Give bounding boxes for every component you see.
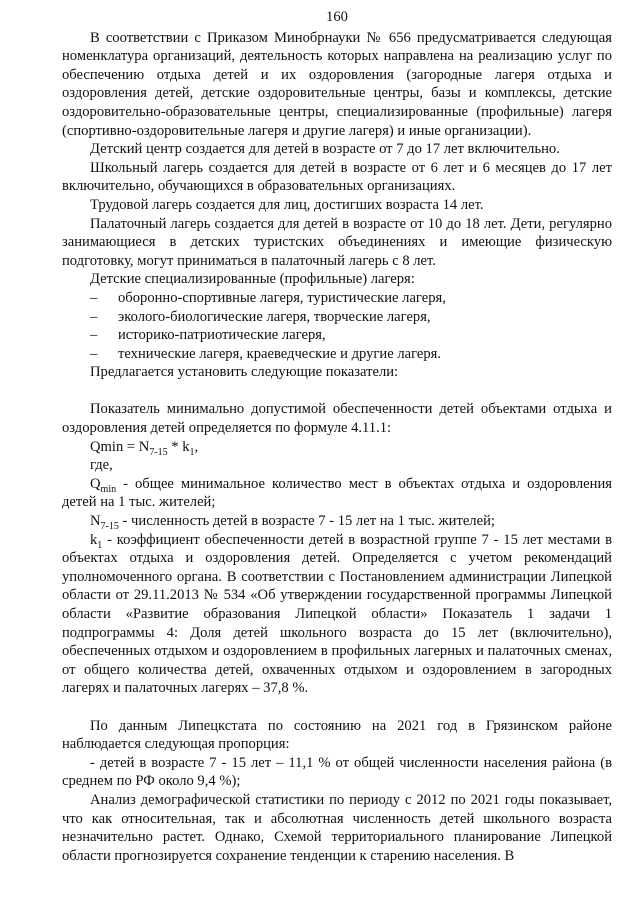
list-dash: –: [90, 308, 98, 325]
paragraph-school-camp: Школьный лагерь создается для детей в возрасте от 6 лет и 6 месяцев до 17 лет включительно, обучающихся в образовательных организациях.: [62, 159, 612, 195]
definition-n: $N_{7-15}$ - численность детей в возрасте 7 - 15 лет на 1 тыс. жителей;: [90, 513, 495, 532]
document-page: [62, 8, 612, 865]
list-item: – оборонно-спортивные лагеря, туристические лагеря,: [90, 289, 446, 306]
formula-4-11-1: $Qmin = N_{7-15} * k_1$,: [90, 438, 199, 458]
paragraph-children-center: Детский центр создается для детей в возрасте от 7 до 17 лет включительно.: [90, 141, 560, 158]
list-item: – историко-патриотические лагеря,: [90, 327, 326, 344]
paragraph-tent-camp: Палаточный лагерь создается для детей в возрасте от 10 до 18 лет. Дети, регулярно занимающиеся в детских туристских объединениях и имеющие физическую подготовку, могут приниматься в палаточный лагерь с 8 лет.: [62, 215, 612, 269]
list-dash: –: [90, 327, 98, 344]
paragraph-lipetskstat: По данным Липецкстата по состоянию на 2021 год в Грязинском районе наблюдается следующая пропорция:: [62, 717, 612, 753]
page-number: 160: [326, 9, 348, 25]
paragraph-proposal: Предлагается установить следующие показатели:: [90, 364, 399, 381]
list-dash: –: [90, 289, 98, 306]
list-item: – технические лагеря, краеведческие и другие лагеря.: [90, 345, 442, 362]
paragraph-labor-camp: Трудовой лагерь создается для лиц, достигших возраста 14 лет.: [90, 196, 484, 213]
list-dash: –: [90, 345, 98, 362]
paragraph-specialized-camps: Детские специализированные (профильные) лагеря:: [90, 271, 415, 288]
paragraph-indicator: Показатель минимально допустимой обеспеченности детей объектами отдыха и оздоровления детей определяется по формуле 4.11.1:: [62, 401, 612, 437]
list-item: – эколого-биологические лагеря, творческие лагеря,: [90, 308, 431, 325]
paragraph-proportion: - детей в возрасте 7 - 15 лет – 11,1 % от общей численности населения района (в среднем по РФ около 9,4 %);: [62, 754, 612, 790]
definition-k1: $k_1$ - коэффициент обеспеченности детей в возрастной группе 7 - 15 лет местами в объектах отдыха и оздоровления детей. Определяется с учетом рекомендаций уполномоченного органа. В соответствии с Постановлением администрации Липецкой области от 29.11.2013 № 534 «Об утверждении государственной программы Липецкой области «Развитие образования Липецкой области» Показатель 1 задачи 1 подпрограммы 4: Доля детей школьного возраста до 15 лет (включительно), обеспеченных отдыхом и оздоровлением в профильных лагерных и палаточных сменах, от общего количества детей, охваченных отдыхом и оздоровлением в загородных лагерях и палаточных лагерях – 37,8 %.: [62, 531, 612, 697]
paragraph-nomenclature: В соответствии с Приказом Минобрнауки № 656 предусматривается следующая номенклатура организаций, деятельность которых направлена на реализацию услуг по обеспечению отдыха детей и их оздоровления (загородные лагеря отдыха и оздоровления детей, детские оздоровительные центры, базы и комплексы, детские оздоровительно-образовательные центры, специализированные (профильные) лагеря (спортивно-оздоровительные лагеря и другие лагеря) и иные организации).: [62, 29, 612, 139]
definition-qmin: $Q_{min}$ - общее минимальное количество мест в объектах отдыха и оздоровления детей на 1 тыс. жителей;: [62, 475, 612, 511]
formula-where: где,: [90, 457, 113, 474]
paragraph-demographics: Анализ демографической статистики по периоду с 2012 по 2021 годы показывает, что как относительная, так и абсолютная численность детей школьного возраста незначительно растет. Однако, Схемой территориального планирование Липецкой области прогнозируется сохранение тенденции к старению населения. В: [62, 791, 612, 864]
